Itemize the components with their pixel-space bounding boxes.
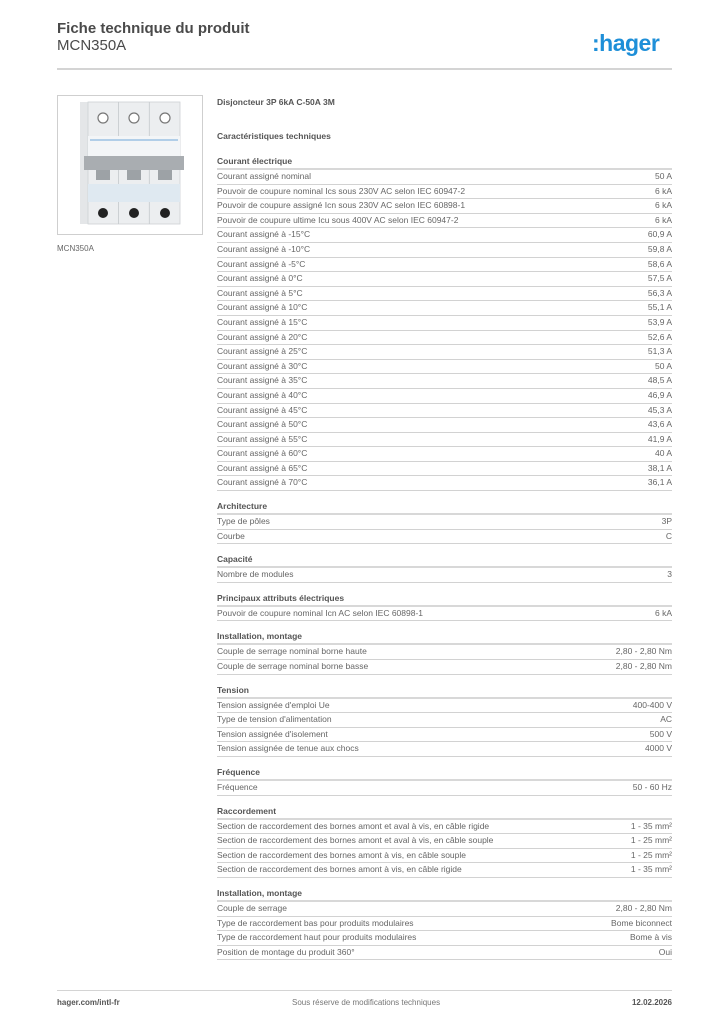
spec-label: Courant assigné à -10°C <box>217 243 311 254</box>
spec-label: Type de pôles <box>217 516 270 527</box>
spec-row <box>217 946 672 961</box>
spec-value: 50 A <box>654 360 672 371</box>
spec-label: Courant assigné à 35°C <box>217 375 308 386</box>
section-title: Installation, montage <box>217 887 672 902</box>
spec-label: Courant assigné à 50°C <box>217 419 308 430</box>
spec-section <box>217 592 672 622</box>
spec-value: 58,6 A <box>647 258 672 269</box>
spec-row <box>217 316 672 331</box>
spec-row <box>217 713 672 728</box>
spec-value: 4000 V <box>645 743 672 754</box>
spec-section <box>217 887 672 960</box>
spec-value: 1 - 25 mm² <box>630 849 672 860</box>
spec-label: Courant assigné à 10°C <box>217 302 308 313</box>
spec-label: Couple de serrage <box>217 902 287 913</box>
spec-section <box>217 630 672 674</box>
spec-label: Courant assigné à 5°C <box>217 287 303 298</box>
logo-dot: : <box>592 30 600 56</box>
spec-value: 500 V <box>649 728 672 739</box>
spec-value: Bome biconnect <box>611 917 672 928</box>
spec-section <box>217 805 672 878</box>
spec-row <box>217 902 672 917</box>
spec-value: 3P <box>661 516 672 527</box>
section-title: Principaux attributs électriques <box>217 592 672 607</box>
spec-section <box>217 553 672 583</box>
spec-value: 56,3 A <box>647 287 672 298</box>
spec-label: Courant assigné à 60°C <box>217 448 308 459</box>
spec-label: Type de raccordement haut pour produits modulaires <box>217 932 417 943</box>
spec-label: Pouvoir de coupure assigné Icn sous 230V AC selon IEC 60898-1 <box>217 200 466 211</box>
spec-label: Position de montage du produit 360° <box>217 946 355 957</box>
image-caption: MCN350A <box>57 244 94 253</box>
spec-label: Courant assigné à 65°C <box>217 462 308 473</box>
spec-label: Tension assignée d'emploi Ue <box>217 699 330 710</box>
spec-row <box>217 476 672 491</box>
spec-label: Courant assigné à 30°C <box>217 360 308 371</box>
spec-value: 51,3 A <box>647 346 672 357</box>
spec-label: Courant assigné à -5°C <box>217 258 306 269</box>
spec-value: 50 A <box>654 171 672 181</box>
spec-row <box>217 301 672 316</box>
spec-value: 6 kA <box>654 185 672 196</box>
spec-value: 2,80 - 2,80 Nm <box>615 902 672 913</box>
spec-row <box>217 530 672 545</box>
spec-label: Section de raccordement des bornes amont et aval à vis, en câble souple <box>217 835 494 846</box>
footer-date: 12.02.2026 <box>631 998 672 1007</box>
section-title: Fréquence <box>217 766 672 781</box>
spec-row <box>217 849 672 864</box>
spec-label: Courant assigné nominal <box>217 171 312 181</box>
spec-row <box>217 404 672 419</box>
spec-row <box>217 199 672 214</box>
spec-label: Courant assigné à 15°C <box>217 316 308 327</box>
spec-label: Section de raccordement des bornes amont à vis, en câble rigide <box>217 864 462 875</box>
spec-row <box>217 185 672 200</box>
spec-value: 400-400 V <box>632 699 672 710</box>
spec-row <box>217 272 672 287</box>
spec-row <box>217 228 672 243</box>
spec-row <box>217 645 672 660</box>
footer-divider <box>57 990 672 991</box>
spec-label: Couple de serrage nominal borne basse <box>217 661 369 672</box>
spec-label: Courant assigné à 55°C <box>217 433 308 444</box>
spec-row <box>217 170 672 185</box>
spec-label: Courant assigné à 20°C <box>217 331 308 342</box>
spec-row <box>217 243 672 258</box>
section-title: Courant électrique <box>217 155 672 170</box>
spec-value: Bome à vis <box>629 932 672 943</box>
spec-label: Courant assigné à 45°C <box>217 404 308 415</box>
spec-row <box>217 607 672 622</box>
section-title: Installation, montage <box>217 630 672 645</box>
spec-row <box>217 447 672 462</box>
spec-section <box>217 766 672 796</box>
spec-value: C <box>665 530 672 541</box>
spec-value: 52,6 A <box>647 331 672 342</box>
spec-value: 2,80 - 2,80 Nm <box>615 661 672 672</box>
spec-row <box>217 917 672 932</box>
product-image <box>57 95 203 235</box>
tech-title: Caractéristiques techniques <box>217 131 331 141</box>
product-name: Disjoncteur 3P 6kA C-50A 3M <box>217 97 335 107</box>
spec-value: 38,1 A <box>647 462 672 473</box>
spec-section <box>217 684 672 757</box>
spec-row <box>217 931 672 946</box>
spec-row <box>217 345 672 360</box>
spec-sections <box>217 155 672 960</box>
spec-label: Pouvoir de coupure nominal Icn AC selon IEC 60898-1 <box>217 607 424 618</box>
spec-row <box>217 389 672 404</box>
spec-label: Courant assigné à 70°C <box>217 477 308 488</box>
hager-logo <box>592 30 659 57</box>
footer-website[interactable]: hager.com/intl-fr <box>57 998 120 1007</box>
section-title: Capacité <box>217 553 672 568</box>
spec-row <box>217 287 672 302</box>
spec-value: 57,5 A <box>647 273 672 284</box>
spec-label: Couple de serrage nominal borne haute <box>217 646 367 657</box>
spec-row <box>217 568 672 583</box>
spec-value: 3 <box>667 569 672 580</box>
spec-value: 46,9 A <box>647 389 672 400</box>
spec-label: Type de raccordement bas pour produits modulaires <box>217 917 414 928</box>
spec-value: 6 kA <box>654 607 672 618</box>
section-title: Tension <box>217 684 672 699</box>
spec-value: 40 A <box>654 448 672 459</box>
spec-value: 45,3 A <box>647 404 672 415</box>
spec-row <box>217 699 672 714</box>
spec-value: 1 - 25 mm² <box>630 835 672 846</box>
spec-label: Section de raccordement des bornes amont et aval à vis, en câble rigide <box>217 820 490 831</box>
spec-row <box>217 742 672 757</box>
spec-value: AC <box>660 714 672 725</box>
spec-row <box>217 515 672 530</box>
spec-value: 48,5 A <box>647 375 672 386</box>
logo-text: hager <box>599 30 660 56</box>
spec-row <box>217 214 672 229</box>
spec-label: Courant assigné à -15°C <box>217 229 311 240</box>
spec-row <box>217 418 672 433</box>
spec-row <box>217 863 672 878</box>
footer-disclaimer: Sous réserve de modifications techniques <box>292 998 441 1007</box>
spec-label: Courbe <box>217 530 245 541</box>
spec-label: Nombre de modules <box>217 569 294 580</box>
spec-value: 53,9 A <box>647 316 672 327</box>
spec-value: 60,9 A <box>647 229 672 240</box>
spec-value: 41,9 A <box>647 433 672 444</box>
page-title: Fiche technique du produit <box>57 20 250 37</box>
spec-value: 1 - 35 mm² <box>630 864 672 875</box>
spec-label: Pouvoir de coupure ultime Icu sous 400V AC selon IEC 60947-2 <box>217 214 459 225</box>
spec-value: 6 kA <box>654 214 672 225</box>
header-divider <box>57 68 672 70</box>
spec-row <box>217 374 672 389</box>
spec-label: Section de raccordement des bornes amont à vis, en câble souple <box>217 849 467 860</box>
spec-label: Fréquence <box>217 782 258 792</box>
spec-label: Courant assigné à 40°C <box>217 389 308 400</box>
spec-row <box>217 433 672 448</box>
spec-label: Type de tension d'alimentation <box>217 714 332 725</box>
spec-row <box>217 360 672 375</box>
spec-value: 55,1 A <box>647 302 672 313</box>
spec-value: 1 - 35 mm² <box>630 820 672 831</box>
spec-value: 2,80 - 2,80 Nm <box>615 646 672 657</box>
spec-section <box>217 155 672 491</box>
spec-row <box>217 728 672 743</box>
spec-value: 36,1 A <box>647 477 672 488</box>
spec-value: 59,8 A <box>647 243 672 254</box>
spec-row <box>217 781 672 796</box>
spec-value: 50 - 60 Hz <box>632 782 672 792</box>
spec-value: 43,6 A <box>647 419 672 430</box>
circuit-breaker-icon <box>58 96 202 234</box>
spec-row <box>217 258 672 273</box>
spec-content <box>217 95 672 960</box>
spec-row <box>217 834 672 849</box>
spec-row <box>217 462 672 477</box>
spec-section <box>217 500 672 544</box>
spec-row <box>217 331 672 346</box>
spec-label: Courant assigné à 25°C <box>217 346 308 357</box>
section-title: Raccordement <box>217 805 672 820</box>
spec-row <box>217 820 672 835</box>
spec-value: Oui <box>658 946 672 957</box>
spec-label: Tension assignée d'isolement <box>217 728 328 739</box>
spec-row <box>217 660 672 675</box>
section-title: Architecture <box>217 500 672 515</box>
spec-value: 6 kA <box>654 200 672 211</box>
spec-label: Courant assigné à 0°C <box>217 273 303 284</box>
spec-label: Tension assignée de tenue aux chocs <box>217 743 359 754</box>
spec-label: Pouvoir de coupure nominal Ics sous 230V AC selon IEC 60947-2 <box>217 185 466 196</box>
product-reference: MCN350A <box>57 37 127 54</box>
